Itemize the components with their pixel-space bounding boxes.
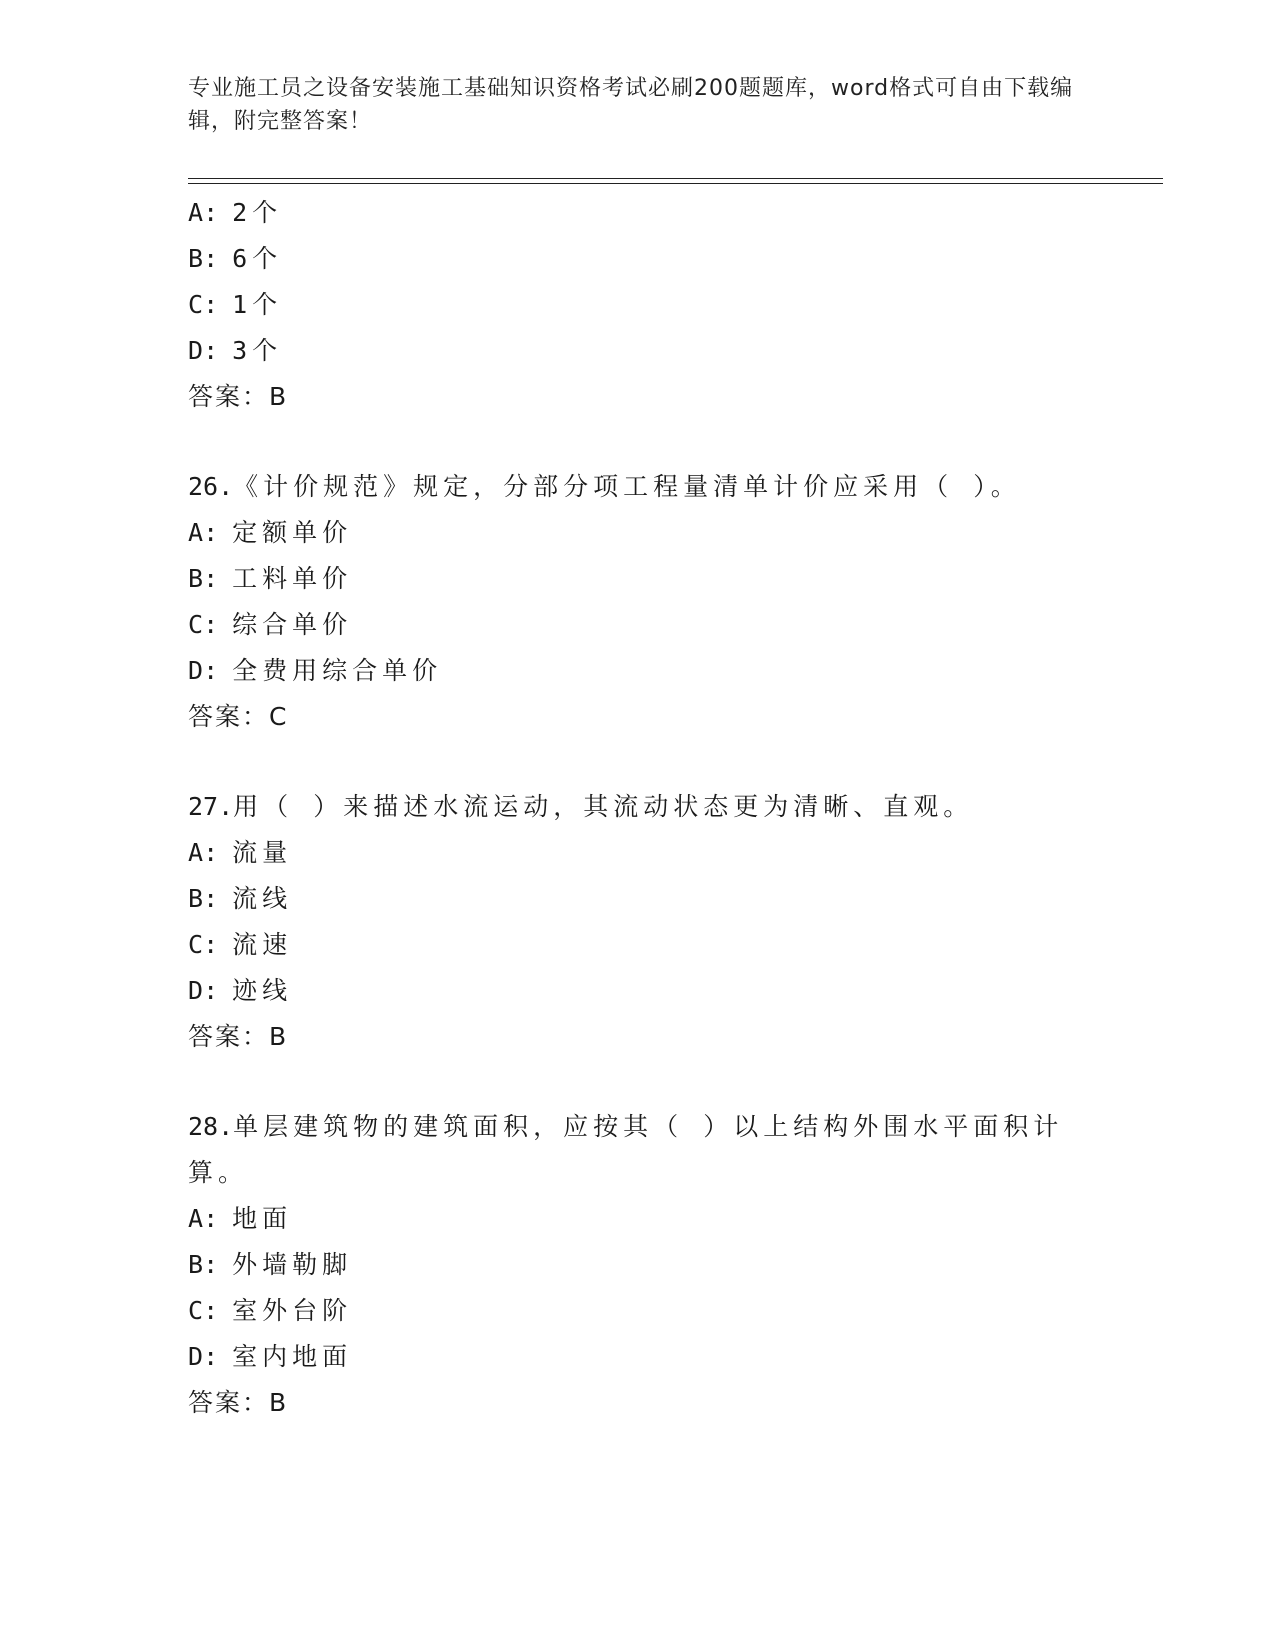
option-a: A: 流量	[188, 838, 293, 867]
question-block	[188, 190, 1088, 420]
option-b: B: 6个	[188, 244, 283, 273]
question-text: 26.《计价规范》规定，分部分项工程量清单计价应采用（ ）。	[188, 472, 1021, 501]
option-c: C: 室外台阶	[188, 1296, 353, 1325]
option-c: C: 综合单价	[188, 610, 353, 639]
option-a: A: 地面	[188, 1204, 293, 1233]
header-rule-bottom	[188, 183, 1163, 184]
option-b: B: 流线	[188, 884, 293, 913]
option-d: D: 室内地面	[188, 1342, 353, 1371]
option-a: A: 2个	[188, 198, 283, 227]
document-header: 专业施工员之设备安装施工基础知识资格考试必刷200题题库，word格式可自由下载编辑，附完整答案！	[188, 76, 1074, 134]
question-text: 28.单层建筑物的建筑面积，应按其（ ）以上结构外围水平面积计算。	[188, 1112, 1064, 1187]
option-d: D: 迹线	[188, 976, 293, 1005]
question-text: 27.用（ ）来描述水流运动，其流动状态更为清晰、直观。	[188, 792, 974, 821]
answer-line: 答案：C	[188, 702, 289, 731]
answer-line: 答案：B	[188, 382, 289, 411]
option-d: D: 全费用综合单价	[188, 656, 443, 685]
answer-line: 答案：B	[188, 1022, 289, 1051]
question-block	[188, 1104, 1088, 1426]
option-b: B: 工料单价	[188, 564, 353, 593]
header-rule-top	[188, 178, 1163, 179]
option-c: C: 1个	[188, 290, 283, 319]
question-block	[188, 784, 1088, 1060]
option-d: D: 3个	[188, 336, 283, 365]
option-c: C: 流速	[188, 930, 293, 959]
option-b: B: 外墙勒脚	[188, 1250, 353, 1279]
question-block	[188, 464, 1088, 740]
option-a: A: 定额单价	[188, 518, 353, 547]
question-list	[188, 190, 1088, 1426]
answer-line: 答案：B	[188, 1388, 289, 1417]
